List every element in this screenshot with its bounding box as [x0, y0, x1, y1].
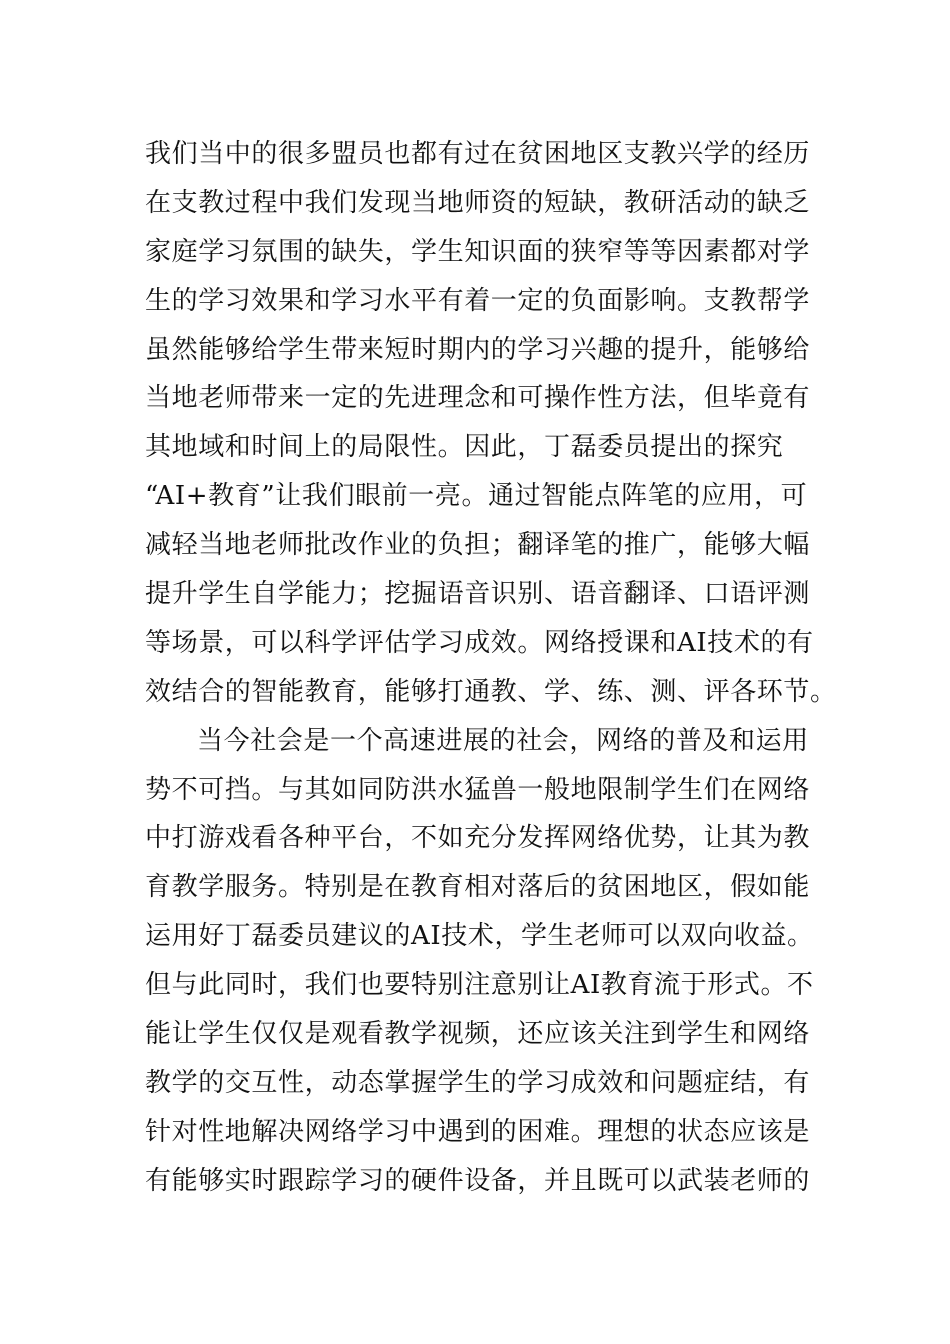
text-line: “AI+教育”让我们眼前一亮。通过智能点阵笔的应用，可: [145, 481, 808, 512]
text-line: 中打游戏看各种平台，不如充分发挥网络优势，让其为教: [145, 823, 811, 854]
text-line-indented: 当今社会是一个高速进展的社会，网络的普及和运用: [197, 725, 809, 756]
text-line: 生的学习效果和学习水平有着一定的负面影响。支教帮学: [145, 285, 811, 316]
text-line: 家庭学习氛围的缺失，学生知识面的狭窄等等因素都对学: [145, 236, 811, 267]
text-line: 势不可挡。与其如同防洪水猛兽一般地限制学生们在网络: [145, 774, 811, 805]
text-line: 但与此同时，我们也要特别注意别让AI教育流于形式。不: [145, 970, 814, 1001]
text-line: 有能够实时跟踪学习的硬件设备，并且既可以武装老师的: [145, 1165, 811, 1196]
text-line: 效结合的智能教育，能够打通教、学、练、测、评各环节。: [145, 676, 837, 707]
text-line: 运用好丁磊委员建议的AI技术，学生老师可以双向收益。: [145, 921, 814, 952]
text-line: 能让学生仅仅是观看教学视频，还应该关注到学生和网络: [145, 1019, 811, 1050]
text-line: 减轻当地老师批改作业的负担；翻译笔的推广，能够大幅: [145, 530, 811, 561]
text-line: 提升学生自学能力；挖掘语音识别、语音翻译、口语评测: [145, 579, 811, 610]
text-line: 当地老师带来一定的先进理念和可操作性方法，但毕竟有: [145, 383, 811, 414]
text-line: 针对性地解决网络学习中遇到的困难。理想的状态应该是: [145, 1116, 811, 1147]
text-line: 育教学服务。特别是在教育相对落后的贫困地区，假如能: [145, 872, 811, 903]
body-text: [145, 130, 837, 1206]
text-line: 其地域和时间上的局限性。因此，丁磊委员提出的探究: [145, 432, 784, 463]
text-line: 教学的交互性，动态掌握学生的学习成效和问题症结，有: [145, 1067, 811, 1098]
text-line: 在支教过程中我们发现当地师资的短缺，教研活动的缺乏: [145, 187, 811, 218]
text-line: 虽然能够给学生带来短时期内的学习兴趣的提升，能够给: [145, 334, 811, 365]
text-line: 等场景，可以科学评估学习成效。网络授课和AI技术的有: [145, 627, 814, 658]
text-line: 我们当中的很多盟员也都有过在贫困地区支教兴学的经历: [145, 139, 811, 169]
